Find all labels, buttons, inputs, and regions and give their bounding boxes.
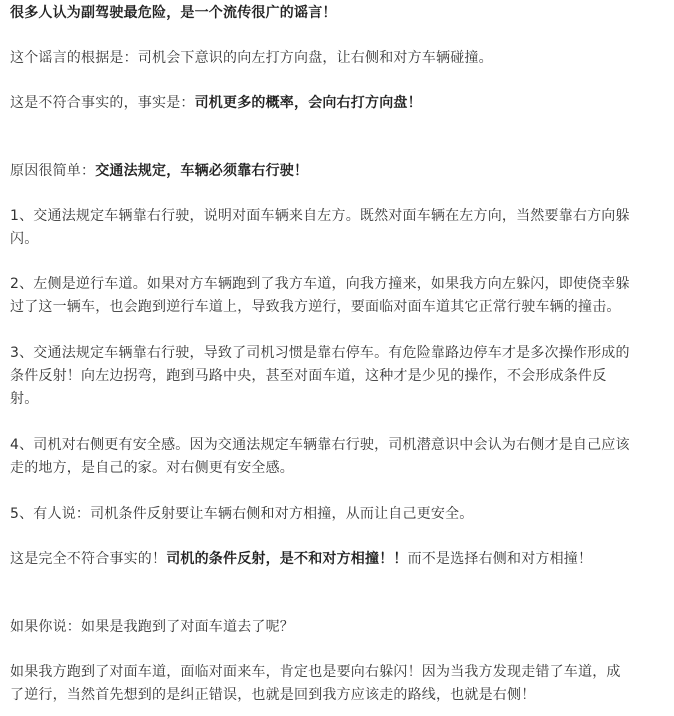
reason-intro: 原因很简单：	[10, 163, 96, 179]
paragraph-rumor-basis: 这个谣言的根据是：司机会下意识的向左打方向盘，让右侧和对方车辆碰撞。	[10, 50, 493, 66]
headline-bold: 很多人认为副驾驶最危险，是一个流传很广的谣言！	[10, 5, 337, 21]
paragraph-question: 如果你说：如果是我跑到了对面车道去了呢？	[10, 619, 294, 635]
point-4-line-1: 4、司机对右侧更有安全感。因为交通法规定车辆靠右行驶，司机潜意识中会认为右侧才是自己应该	[10, 437, 630, 453]
fact-intro: 这是不符合事实的，事实是：	[10, 95, 195, 111]
paragraph-rebuttal	[10, 548, 670, 571]
reason-bold: 交通法规定，车辆必须靠右行驶！	[95, 163, 309, 179]
rebuttal-intro: 这是完全不符合事实的！	[10, 551, 167, 567]
point-3-line-2: 条件反射！向左边拐弯，跑到马路中央，甚至对面车道，这种才是少见的操作，不会形成条件反	[10, 368, 607, 384]
point-3-line-1: 3、交通法规定车辆靠右行驶，导致了司机习惯是靠右停车。有危险靠路边停车才是多次操作形成的	[10, 345, 630, 361]
point-4-line-2: 走的地方，是自己的家。对右侧更有安全感。	[10, 460, 294, 476]
paragraph-headline	[10, 2, 670, 25]
point-2-line-1: 2、左侧是逆行车道。如果对方车辆跑到了我方车道，向我方撞来，如果我方向左躲闪，即使侥幸躲	[10, 276, 630, 292]
paragraph-fact	[10, 92, 670, 115]
rebuttal-outro: 而不是选择右侧和对方相撞！	[407, 551, 593, 567]
point-5: 5、有人说：司机条件反射要让车辆右侧和对方相撞，从而让自己更安全。	[10, 506, 474, 522]
answer-line-1: 如果我方跑到了对面车道，面临对面来车，肯定也是要向右躲闪！因为当我方发现走错了车道，成	[10, 664, 621, 680]
point-1-line-1: 1、交通法规定车辆靠右行驶，说明对面车辆来自左方。既然对面车辆在左方向，当然要靠右方向躲	[10, 208, 630, 224]
point-1-line-2: 闪。	[10, 231, 39, 247]
fact-bold: 司机更多的概率，会向右打方向盘！	[194, 95, 422, 111]
point-2-line-2: 过了这一辆车，也会跑到逆行车道上，导致我方逆行，要面临对面车道其它正常行驶车辆的撞击。	[10, 299, 621, 315]
point-3-line-3: 射。	[10, 391, 39, 407]
answer-line-2: 了逆行，当然首先想到的是纠正错误，也就是回到我方应该走的路线，也就是右侧！	[10, 687, 536, 703]
rebuttal-bold: 司机的条件反射，是不和对方相撞！！	[166, 551, 408, 567]
paragraph-reason	[10, 160, 670, 183]
